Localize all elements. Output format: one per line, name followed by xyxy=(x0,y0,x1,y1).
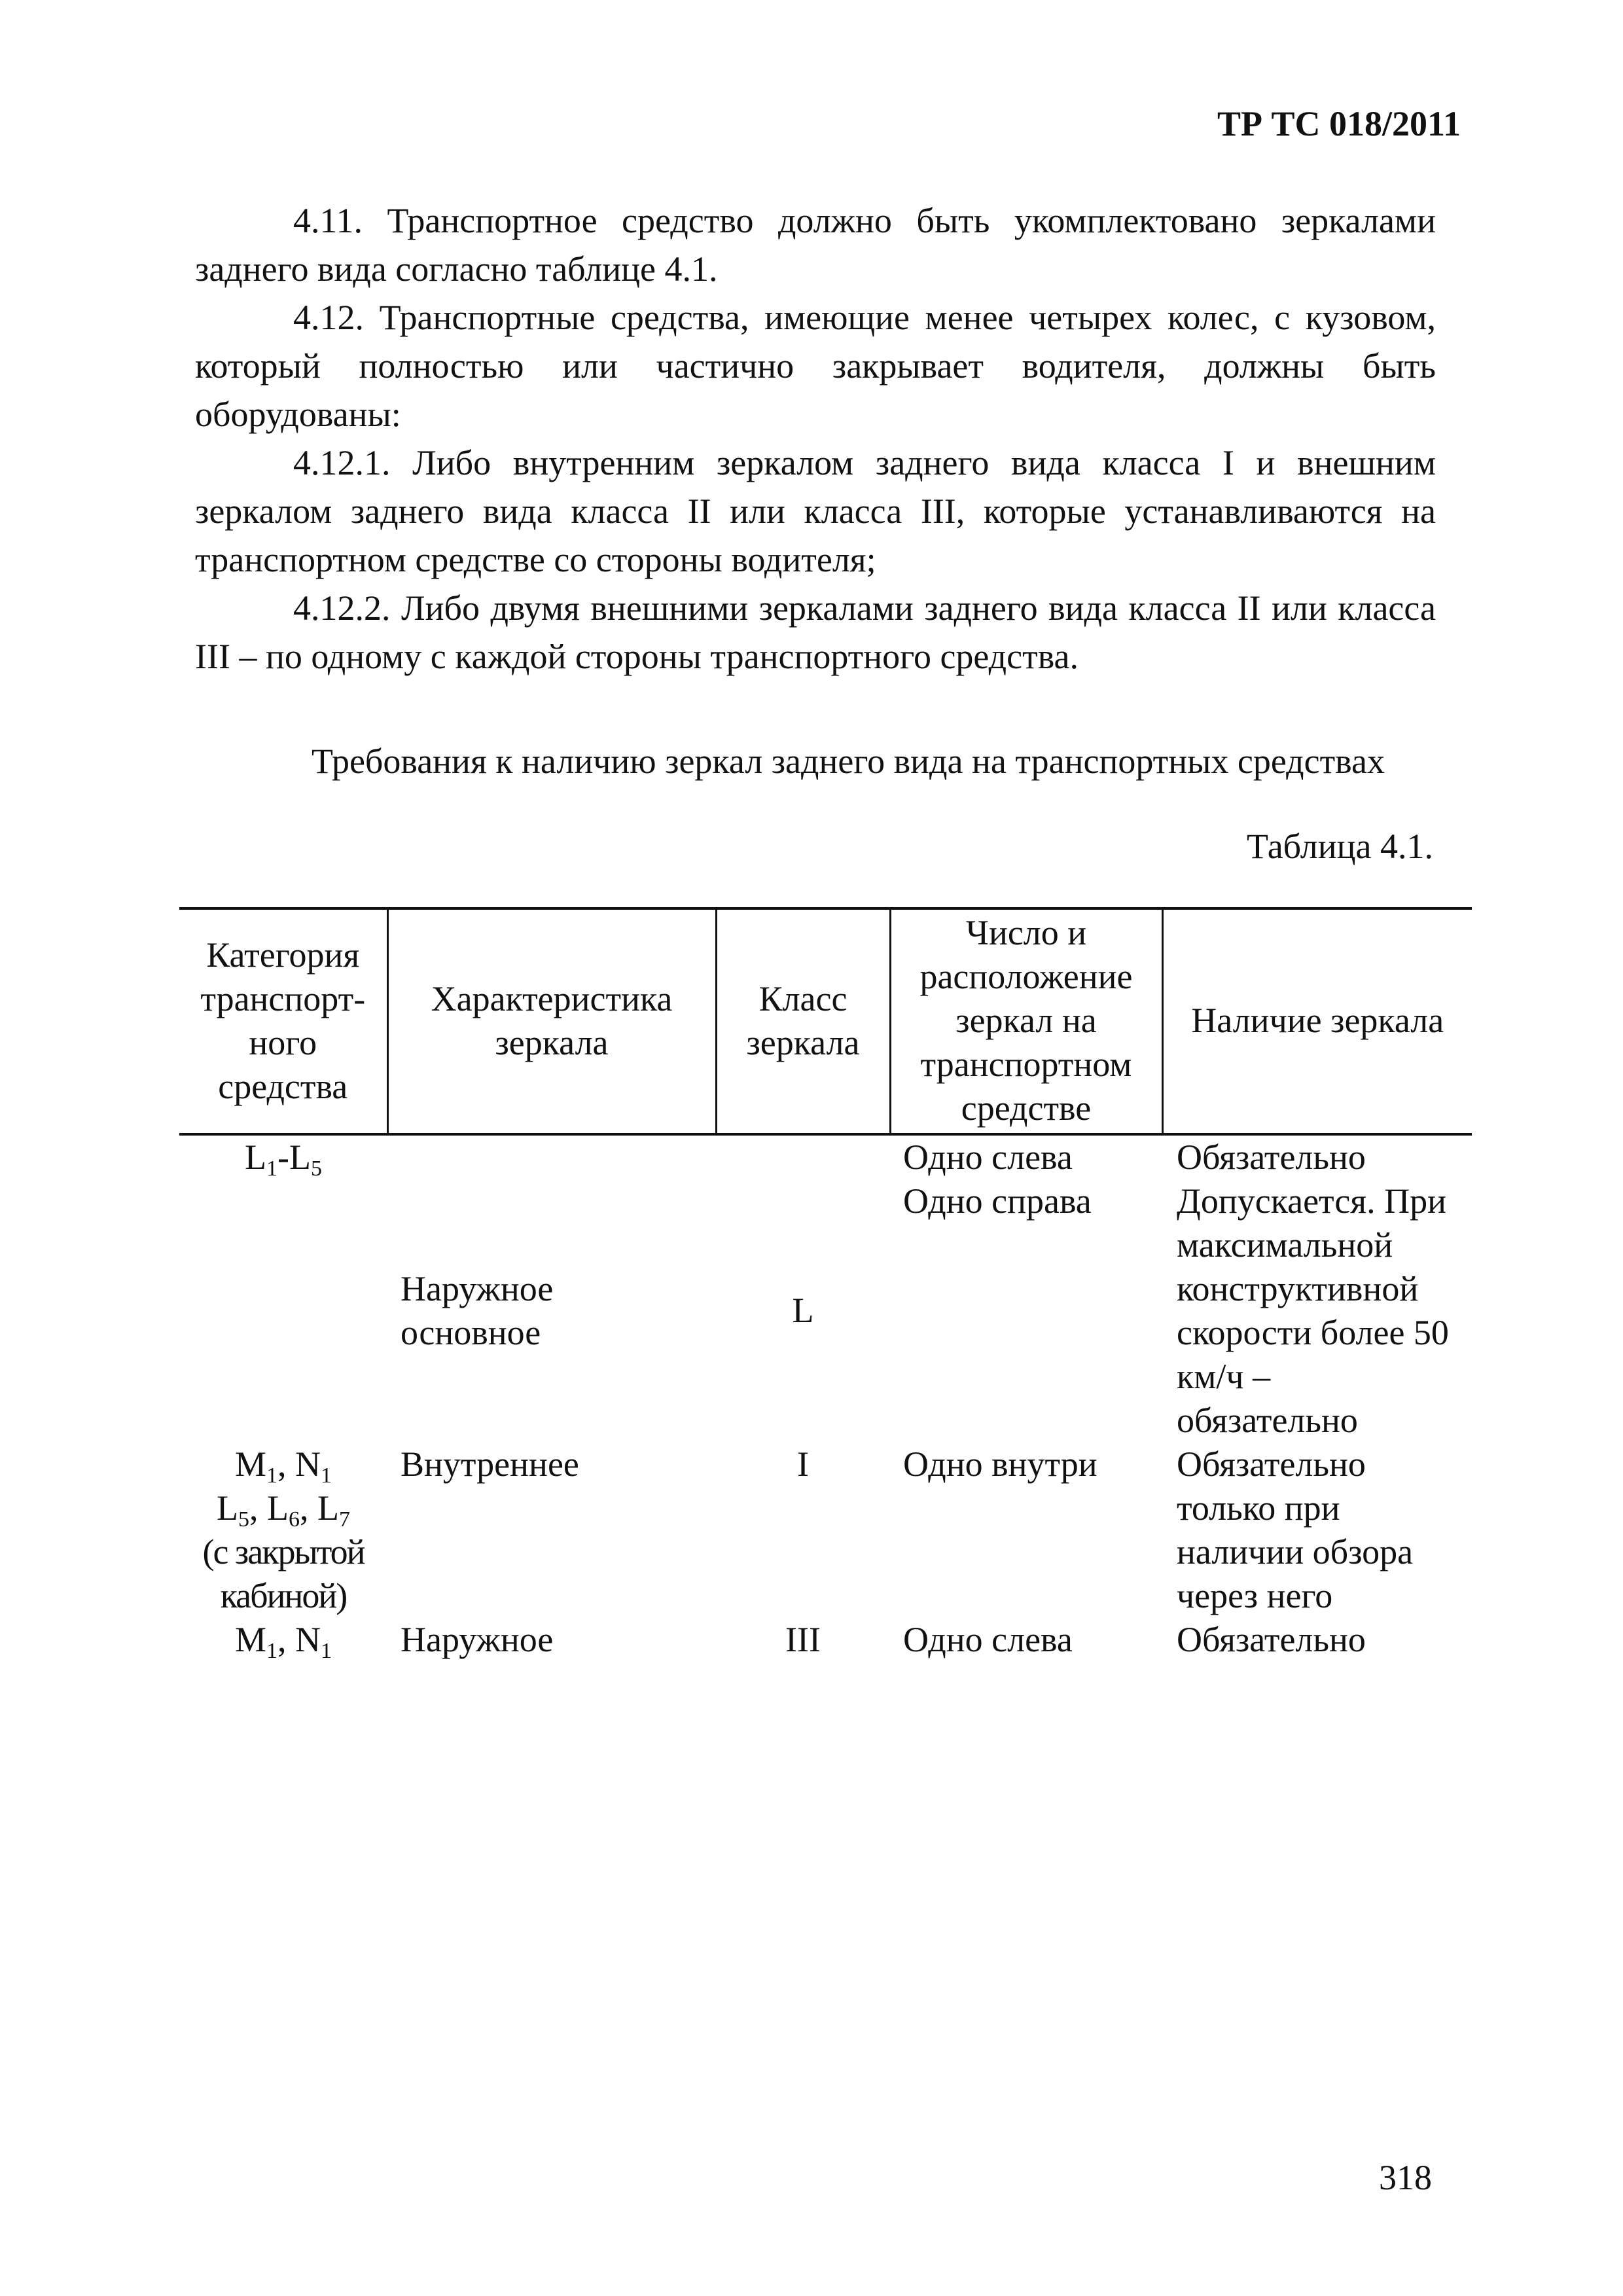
class-cell: I xyxy=(797,1444,809,1484)
category-cell: $M_1$, $N_1$ $L_5$, $L_6$, $L_7$ (с закрытой кабиной) xyxy=(202,1444,365,1615)
paragraph-4-12-1: 4.12.1. Либо внутренним зеркалом заднего вида класса I и внешним зеркалом заднего вида класса II или класса III, которые устанавливаются на транспортном средстве со стороны водителя; xyxy=(195,443,1436,579)
paragraph-4-11: 4.11. Транспортное средство должно быть укомплектовано зеркалами заднего вида согласно таблице 4.1. xyxy=(195,201,1436,289)
availability-cell: Обязательно только при наличии обзора через него xyxy=(1177,1444,1414,1615)
header-class: Класс зеркала xyxy=(716,908,890,1134)
count-cell: Одно слева Одно справа xyxy=(903,1138,1092,1221)
table-row xyxy=(179,1443,1472,1618)
category-cell: $L_1-L_5$ xyxy=(245,1138,322,1181)
table-title: Требования к наличию зеркал заднего вида на транспортных средствах xyxy=(312,742,1385,781)
availability-cell: Обязательно Допускается. При максимальной конструктивной скорости более 50 км/ч – обязательно xyxy=(1177,1138,1449,1440)
header-category: Категория транспорт-ного средства xyxy=(179,908,387,1134)
class-cell: L xyxy=(792,1291,814,1330)
paragraph-4-12: 4.12. Транспортные средства, имеющие менее четырех колес, с кузовом, который полностью или частично закрывает водителя, должны быть оборудованы: xyxy=(195,298,1436,434)
table-number: Таблица 4.1. xyxy=(1247,827,1433,866)
table-row xyxy=(179,1618,1472,1662)
page-number: 318 xyxy=(1379,2158,1432,2197)
mirrors-table xyxy=(179,907,1472,1662)
header-characteristic: Характеристика зеркала xyxy=(387,908,716,1134)
characteristic-cell: Внутреннее xyxy=(401,1444,579,1484)
count-cell: Одно внутри xyxy=(903,1444,1097,1484)
characteristic-cell: Наружное xyxy=(401,1620,554,1659)
document-code: ТР ТС 018/2011 xyxy=(1217,104,1461,143)
category-cell: $M_1$, $N_1$ xyxy=(234,1620,332,1663)
characteristic-cell: Наружное основное xyxy=(401,1269,554,1352)
availability-cell: Обязательно xyxy=(1177,1620,1366,1659)
class-cell: III xyxy=(785,1620,821,1659)
paragraph-4-12-2: 4.12.2. Либо двумя внешними зеркалами заднего вида класса II или класса III – по одному с каждой стороны транспортного средства. xyxy=(195,588,1436,676)
header-count: Число и расположение зеркал на транспортном средстве xyxy=(890,908,1162,1134)
table-row xyxy=(179,1134,1472,1443)
header-availability: Наличие зеркала xyxy=(1162,908,1472,1134)
count-cell: Одно слева xyxy=(903,1620,1073,1659)
table-header-row xyxy=(179,908,1472,1134)
body-text xyxy=(195,196,1436,681)
